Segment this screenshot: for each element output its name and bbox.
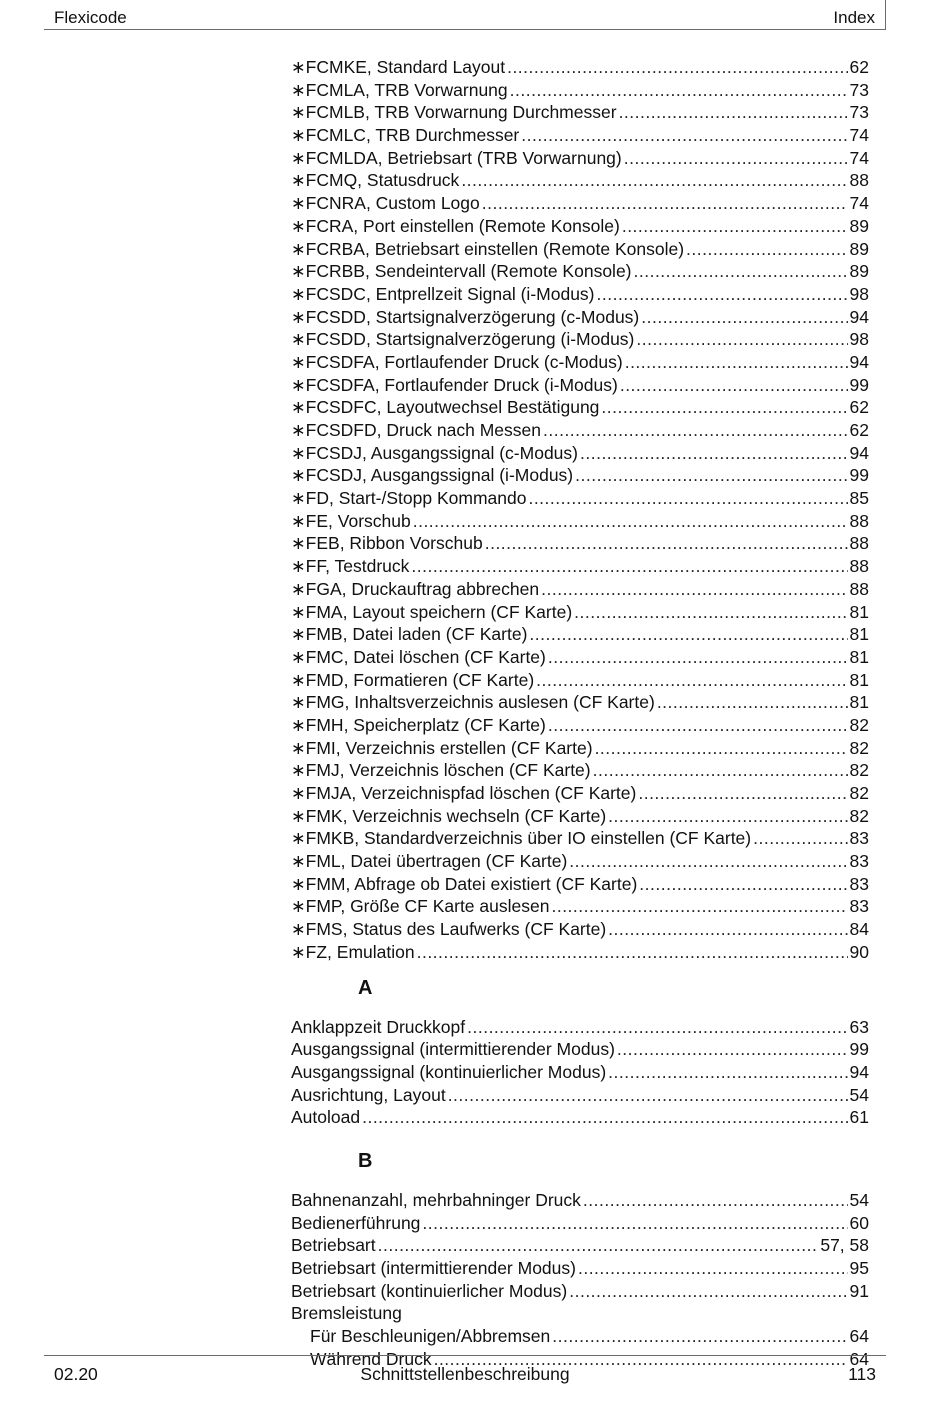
index-entry-label: ∗FCRBA, Betriebsart einstellen (Remote Konsole) xyxy=(291,238,685,259)
index-entry-label: Betriebsart (intermittierender Modus) xyxy=(291,1258,576,1278)
index-entry-label: ∗FMI, Verzeichnis erstellen (CF Karte) xyxy=(291,737,593,758)
index-entry xyxy=(291,578,869,601)
index-entry-label: ∗FF, Testdruck xyxy=(291,556,410,577)
index-entry-page: 98 xyxy=(849,283,869,304)
footer-date: 02.20 xyxy=(54,1364,98,1384)
index-entry-label: ∗FMG, Inhaltsverzeichnis auslesen (CF Karte) xyxy=(291,692,655,713)
index-entry xyxy=(291,374,869,397)
index-entry xyxy=(291,669,869,692)
dot-leader xyxy=(636,328,847,351)
index-entry-page: 82 xyxy=(849,783,869,803)
index-entry-page: 81 xyxy=(849,669,869,690)
index-entry-page: 81 xyxy=(849,646,869,667)
dot-leader xyxy=(608,805,847,828)
index-entry xyxy=(291,283,869,306)
dot-leader xyxy=(417,941,848,964)
index-entry xyxy=(291,487,869,510)
index-entry-page: 95 xyxy=(849,1258,869,1278)
index-entry-page: 62 xyxy=(849,420,869,440)
index-entry-page: 88 xyxy=(849,556,869,577)
index-entry-page: 83 xyxy=(849,896,869,917)
dot-leader xyxy=(413,510,848,533)
dot-leader xyxy=(622,215,848,238)
index-entry-label: Ausrichtung, Layout xyxy=(291,1084,446,1105)
index-entry xyxy=(291,510,869,533)
dot-leader xyxy=(657,691,848,714)
index-entry-label: ∗FD, Start-/Stopp Kommando xyxy=(291,488,527,509)
index-entry-page: 89 xyxy=(849,238,869,259)
index-entry xyxy=(291,419,869,442)
index-entry-page: 89 xyxy=(849,215,869,236)
index-entry-page: 54 xyxy=(849,1084,869,1105)
dot-leader xyxy=(510,79,848,102)
index-entry-label: ∗FCSDD, Startsignalverzögerung (i-Modus) xyxy=(291,329,635,350)
index-entry-page: 82 xyxy=(849,737,869,758)
dot-leader xyxy=(597,283,848,306)
index-entry xyxy=(291,328,869,351)
index-entry xyxy=(291,464,869,487)
index-entry-label: Autoload xyxy=(291,1107,361,1128)
index-entry-label: Bahnenanzahl, mehrbahninger Druck xyxy=(291,1189,581,1210)
index-entry xyxy=(291,805,869,828)
index-entry-page: 98 xyxy=(849,329,869,350)
dot-leader xyxy=(548,646,848,669)
index-entry-page: 54 xyxy=(849,1189,869,1210)
index-entry-label: ∗FMD, Formatieren (CF Karte) xyxy=(291,669,535,690)
index-entry-label: ∗FMKB, Standardverzeichnis über IO einstellen (CF Karte) xyxy=(291,828,752,849)
section-letter-b: B xyxy=(358,1149,373,1172)
index-entry-label: Anklappzeit Druckkopf xyxy=(291,1016,466,1037)
index-entry-page: 62 xyxy=(849,57,869,77)
index-entry-label: ∗FCSDFA, Fortlaufender Druck (c-Modus) xyxy=(291,351,623,372)
index-entry xyxy=(291,918,869,941)
index-entry-label: ∗FCMKE, Standard Layout xyxy=(291,57,506,77)
index-entry-page: 57, 58 xyxy=(820,1235,869,1256)
index-entry xyxy=(291,101,869,124)
index-entry xyxy=(291,56,869,79)
index-entry-page: 99 xyxy=(849,374,869,395)
index-entry xyxy=(291,737,869,760)
dot-leader xyxy=(569,1280,847,1303)
index-entry xyxy=(291,215,869,238)
dot-leader xyxy=(551,895,847,918)
section-a-heading-wrap xyxy=(291,964,869,1008)
index-entry xyxy=(291,782,869,805)
dot-leader xyxy=(378,1234,819,1257)
dot-leader xyxy=(608,918,847,941)
dot-leader xyxy=(574,601,847,624)
index-entry-label: ∗FMM, Abfrage ob Datei existiert (CF Karte) xyxy=(291,873,638,894)
dot-leader xyxy=(619,101,848,124)
index-entry-label: ∗FMH, Speicherplatz (CF Karte) xyxy=(291,714,546,735)
index-entry-label: Ausgangssignal (intermittierender Modus) xyxy=(291,1039,615,1060)
index-entry-page: 91 xyxy=(849,1280,869,1301)
index-entry xyxy=(291,1016,869,1039)
index-entry xyxy=(291,124,869,147)
index-entry-page: 81 xyxy=(849,624,869,645)
index-entry-page: 64 xyxy=(849,1348,869,1369)
dot-leader xyxy=(552,1325,847,1348)
index-entry-label: ∗FMJ, Verzeichnis löschen (CF Karte) xyxy=(291,760,591,781)
index-entry-label: ∗FCSDFD, Druck nach Messen xyxy=(291,420,541,440)
index-entry-label: ∗FCMQ, Statusdruck xyxy=(291,170,460,191)
index-entry xyxy=(291,169,869,192)
dot-leader xyxy=(461,169,847,192)
section-letter-a: A xyxy=(358,976,373,999)
index-entry-page: 94 xyxy=(849,1061,869,1082)
index-entry-label: Ausgangssignal (kontinuierlicher Modus) xyxy=(291,1061,607,1082)
dot-leader xyxy=(593,759,848,782)
index-entry-label: Betriebsart (kontinuierlicher Modus) xyxy=(291,1280,568,1301)
index-entry-page: 84 xyxy=(849,919,869,940)
dot-leader xyxy=(624,147,848,170)
index-entry-page: 73 xyxy=(849,79,869,100)
index-entry xyxy=(291,1038,869,1061)
dot-leader xyxy=(548,714,848,737)
index-entry-page: 74 xyxy=(849,193,869,214)
index-entry-label: ∗FCSDC, Entprellzeit Signal (i-Modus) xyxy=(291,283,595,304)
index-entry-page: 74 xyxy=(849,125,869,146)
index-entry-page: 63 xyxy=(849,1016,869,1037)
index-entry xyxy=(291,850,869,873)
index-entry xyxy=(291,555,869,578)
index-entry xyxy=(291,238,869,261)
index-entry xyxy=(291,192,869,215)
index-entry-label: ∗FCSDJ, Ausgangssignal (c-Modus) xyxy=(291,442,578,463)
index-entry xyxy=(291,260,869,283)
footer-title: Schnittstellenbeschreibung xyxy=(360,1364,570,1384)
index-entry xyxy=(291,691,869,714)
index-entry-label: Bedienerführung xyxy=(291,1212,421,1233)
index-entry-label: ∗FCMLDA, Betriebsart (TRB Vorwarnung) xyxy=(291,147,622,168)
index-entry xyxy=(291,147,869,170)
index-entry-label: ∗FCMLB, TRB Vorwarnung Durchmesser xyxy=(291,102,617,123)
index-entry xyxy=(291,442,869,465)
index-entry-label: Für Beschleunigen/Abbremsen xyxy=(310,1326,551,1347)
index-entry-label: Während Druck xyxy=(310,1348,432,1369)
dot-leader xyxy=(686,238,848,261)
dot-leader xyxy=(634,260,848,283)
index-entry-page: 88 xyxy=(849,578,869,599)
index-entry xyxy=(291,646,869,669)
index-entry xyxy=(291,623,869,646)
dot-leader xyxy=(362,1106,847,1129)
index-list xyxy=(291,56,869,1370)
dot-leader xyxy=(482,192,848,215)
index-entry-label: ∗FCRA, Port einstellen (Remote Konsole) xyxy=(291,215,620,236)
dot-leader xyxy=(625,351,848,374)
index-entry-page: 73 xyxy=(849,102,869,123)
dot-leader xyxy=(575,464,847,487)
index-entry-page: 82 xyxy=(849,714,869,735)
dot-leader xyxy=(583,1189,848,1212)
index-entry xyxy=(291,396,869,419)
index-entry-label: ∗FGA, Druckauftrag abbrechen xyxy=(291,578,540,599)
index-entry-page: 88 xyxy=(849,533,869,554)
index-entry xyxy=(291,601,869,624)
dot-leader xyxy=(580,442,848,465)
index-entry-label: ∗FMK, Verzeichnis wechseln (CF Karte) xyxy=(291,805,607,826)
index-entry-label: ∗FMC, Datei löschen (CF Karte) xyxy=(291,646,546,667)
index-entry-label: ∗FCMLC, TRB Durchmesser xyxy=(291,125,520,146)
section-b-heading-wrap xyxy=(291,1129,869,1173)
index-entry-page: 83 xyxy=(849,828,869,849)
index-entry-page: 81 xyxy=(849,601,869,622)
command-entries xyxy=(291,56,869,964)
index-entry xyxy=(291,827,869,850)
section-a-entries xyxy=(291,1016,869,1129)
page-footer xyxy=(44,1355,886,1395)
dot-leader xyxy=(543,419,848,442)
index-entry-page: 64 xyxy=(849,1326,869,1347)
index-entry-label: ∗FCSDD, Startsignalverzögerung (c-Modus) xyxy=(291,306,640,327)
dot-leader xyxy=(541,578,847,601)
index-entry-label: ∗FCSDJ, Ausgangssignal (i-Modus) xyxy=(291,465,574,486)
dot-leader xyxy=(595,737,848,760)
index-entry-page: 94 xyxy=(849,442,869,463)
section-b-entries xyxy=(291,1189,869,1371)
index-entry xyxy=(291,873,869,896)
index-entry-label: ∗FMS, Status des Laufwerks (CF Karte) xyxy=(291,919,607,940)
index-entry-label: ∗FMB, Datei laden (CF Karte) xyxy=(291,624,528,645)
dot-leader xyxy=(569,850,847,873)
index-entry-page: 88 xyxy=(849,170,869,191)
dot-leader xyxy=(529,623,847,646)
index-entry-page: 85 xyxy=(849,488,869,509)
index-entry xyxy=(291,759,869,782)
index-entry-page: 99 xyxy=(849,465,869,486)
index-entry xyxy=(291,895,869,918)
index-entry-page: 88 xyxy=(849,510,869,531)
dot-leader xyxy=(467,1016,847,1039)
index-entry-page: 99 xyxy=(849,1039,869,1060)
dot-leader xyxy=(620,374,848,397)
dot-leader xyxy=(638,782,847,805)
index-entry-label: Betriebsart xyxy=(291,1235,376,1256)
dot-leader xyxy=(608,1061,847,1084)
index-entry-page: 74 xyxy=(849,147,869,168)
dot-leader xyxy=(617,1038,848,1061)
index-entry-page: 62 xyxy=(849,397,869,418)
dot-leader xyxy=(753,827,847,850)
index-entry-label: ∗FMA, Layout speichern (CF Karte) xyxy=(291,601,573,622)
index-entry-page: 61 xyxy=(849,1107,869,1128)
index-entry-page: 94 xyxy=(849,306,869,327)
footer-page-number: 113 xyxy=(848,1364,876,1384)
index-entry xyxy=(291,1084,869,1107)
index-entry xyxy=(291,351,869,374)
index-entry xyxy=(291,306,869,329)
index-entry xyxy=(291,941,869,964)
index-entry-label: ∗FZ, Emulation xyxy=(291,941,415,962)
dot-leader xyxy=(528,487,847,510)
index-entry-page: 94 xyxy=(849,351,869,372)
header-document-title: Flexicode xyxy=(54,8,127,27)
index-entry xyxy=(291,79,869,102)
index-entry xyxy=(291,714,869,737)
index-entry-label: ∗FMJA, Verzeichnispfad löschen (CF Karte) xyxy=(291,783,637,803)
index-entry-label: ∗FCNRA, Custom Logo xyxy=(291,193,480,214)
index-entry-page: 82 xyxy=(849,805,869,826)
dot-leader xyxy=(639,873,847,896)
index-entry-page: 60 xyxy=(849,1212,869,1233)
index-entry-page: 89 xyxy=(849,261,869,282)
dot-leader xyxy=(641,306,847,329)
index-entry-label: ∗FCMLA, TRB Vorwarnung xyxy=(291,79,508,100)
dot-leader xyxy=(536,669,847,692)
index-entry-label: ∗FCSDFA, Fortlaufender Druck (i-Modus) xyxy=(291,374,618,395)
index-entry-label: ∗FCSDFC, Layoutwechsel Bestätigung xyxy=(291,397,600,418)
index-entry xyxy=(291,1212,869,1235)
index-entry xyxy=(291,1234,869,1257)
index-entry-label: ∗FEB, Ribbon Vorschub xyxy=(291,533,483,554)
index-entry-page: 83 xyxy=(849,851,869,872)
dot-leader xyxy=(507,56,847,79)
index-entry-label: ∗FML, Datei übertragen (CF Karte) xyxy=(291,851,568,872)
index-entry xyxy=(291,1280,869,1303)
index-entry-page: 82 xyxy=(849,760,869,781)
index-entry xyxy=(291,1257,869,1280)
index-entry xyxy=(291,532,869,555)
dot-leader xyxy=(411,555,847,578)
index-entry xyxy=(291,1061,869,1084)
index-entry xyxy=(291,1189,869,1212)
index-entry-label: Bremsleistung xyxy=(291,1303,402,1324)
index-entry-label: ∗FMP, Größe CF Karte auslesen xyxy=(291,896,550,917)
index-entry xyxy=(291,1106,869,1129)
dot-leader xyxy=(485,532,848,555)
page-header xyxy=(44,0,886,30)
index-entry-label: ∗FE, Vorschub xyxy=(291,510,411,531)
index-entry xyxy=(291,1302,869,1325)
dot-leader xyxy=(601,396,847,419)
index-entry-page: 90 xyxy=(849,941,869,962)
index-entry-page: 81 xyxy=(849,692,869,713)
index-entry-page: 83 xyxy=(849,873,869,894)
dot-leader xyxy=(578,1257,848,1280)
index-entry-label: ∗FCRBB, Sendeintervall (Remote Konsole) xyxy=(291,261,632,282)
dot-leader xyxy=(521,124,847,147)
header-section-title: Index xyxy=(833,8,875,27)
dot-leader xyxy=(422,1212,847,1235)
index-entry xyxy=(291,1325,869,1348)
dot-leader xyxy=(448,1084,848,1107)
